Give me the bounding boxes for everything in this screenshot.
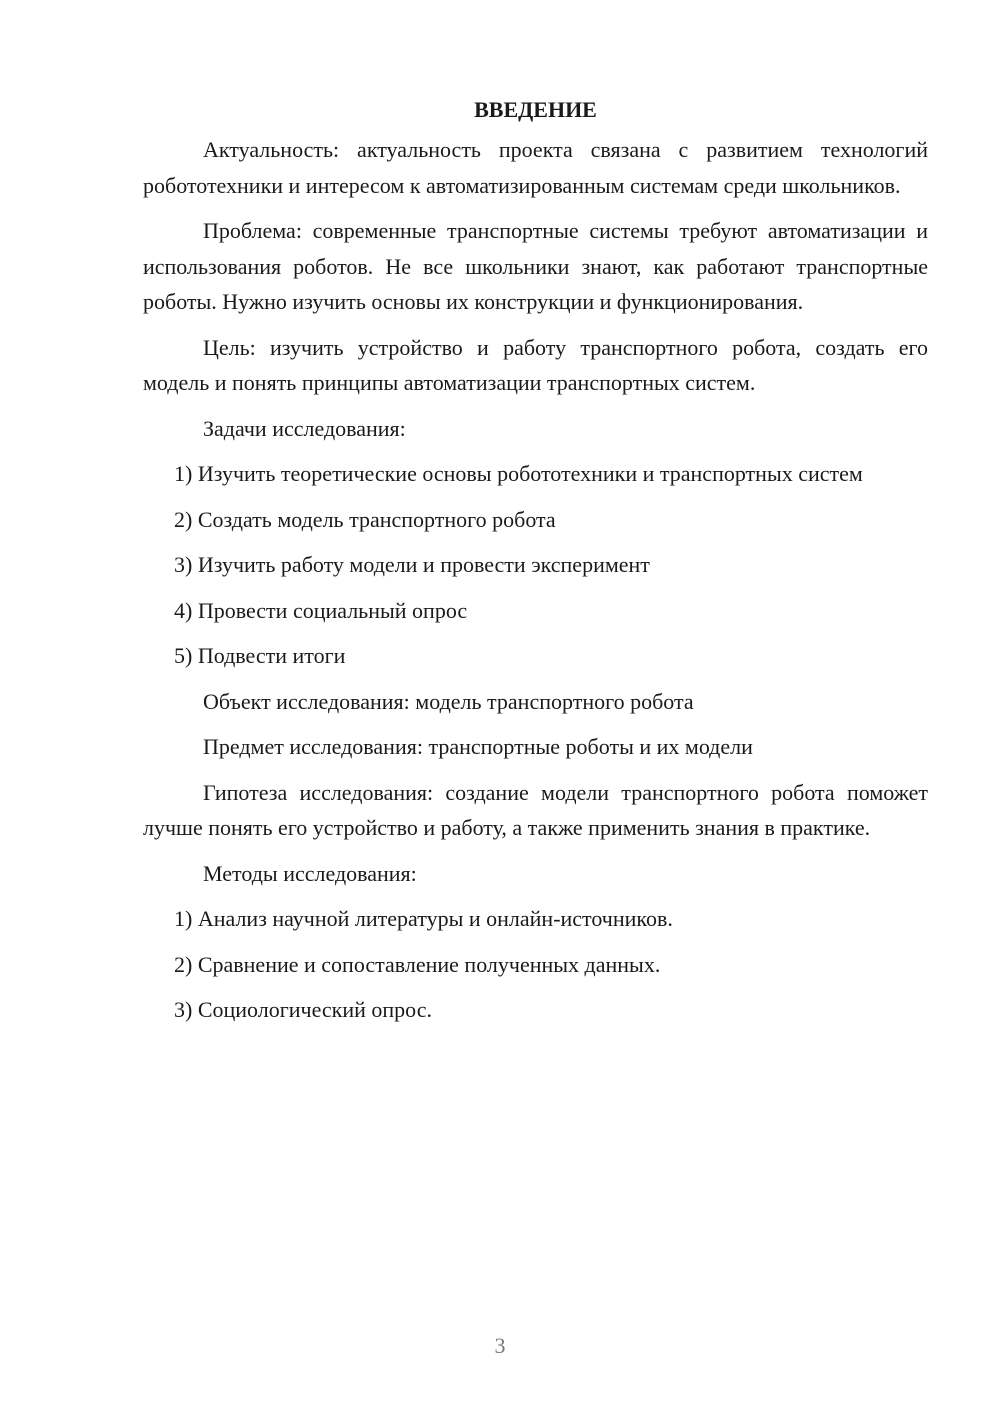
page-number: 3 (494, 1333, 506, 1358)
object-paragraph: Объект исследования: модель транспортного робота (203, 688, 694, 714)
task-item-2: 2) Создать модель транспортного робота (174, 506, 556, 532)
section-title: ВВЕДЕНИЕ (474, 97, 597, 122)
goal-paragraph: Цель: изучить устройство и работу транспортного робота, создать его модель и понять принципы автоматизации транспортных систем. (143, 334, 928, 395)
problem-paragraph: Проблема: современные транспортные системы требуют автоматизации и использования роботов. Не все школьники знают, как работают транспортные роботы. Нужно изучить основы их конструкции и функционирования. (143, 218, 928, 314)
task-item-1: 1) Изучить теоретические основы робототехники и транспортных систем (174, 461, 863, 486)
method-item-1: 1) Анализ научной литературы и онлайн-источников. (174, 906, 673, 931)
method-item-2: 2) Сравнение и сопоставление полученных данных. (174, 951, 661, 977)
methods-heading: Методы исследования: (203, 860, 417, 886)
task-item-4: 4) Провести социальный опрос (174, 597, 468, 623)
task-item-3: 3) Изучить работу модели и провести эксперимент (174, 552, 650, 577)
task-item-5: 5) Подвести итоги (174, 643, 346, 668)
relevance-paragraph: Актуальность: актуальность проекта связана с развитием технологий робототехники и интересом к автоматизированным системам среди школьников. (143, 137, 928, 198)
subject-paragraph: Предмет исследования: транспортные роботы и их модели (203, 734, 753, 759)
method-item-3: 3) Социологический опрос. (174, 997, 432, 1022)
hypothesis-paragraph: Гипотеза исследования: создание модели транспортного робота поможет лучше понять его устройство и работу, а также применить знания в практике. (143, 779, 928, 840)
document-page (143, 92, 928, 1038)
tasks-heading: Задачи исследования: (203, 415, 406, 441)
